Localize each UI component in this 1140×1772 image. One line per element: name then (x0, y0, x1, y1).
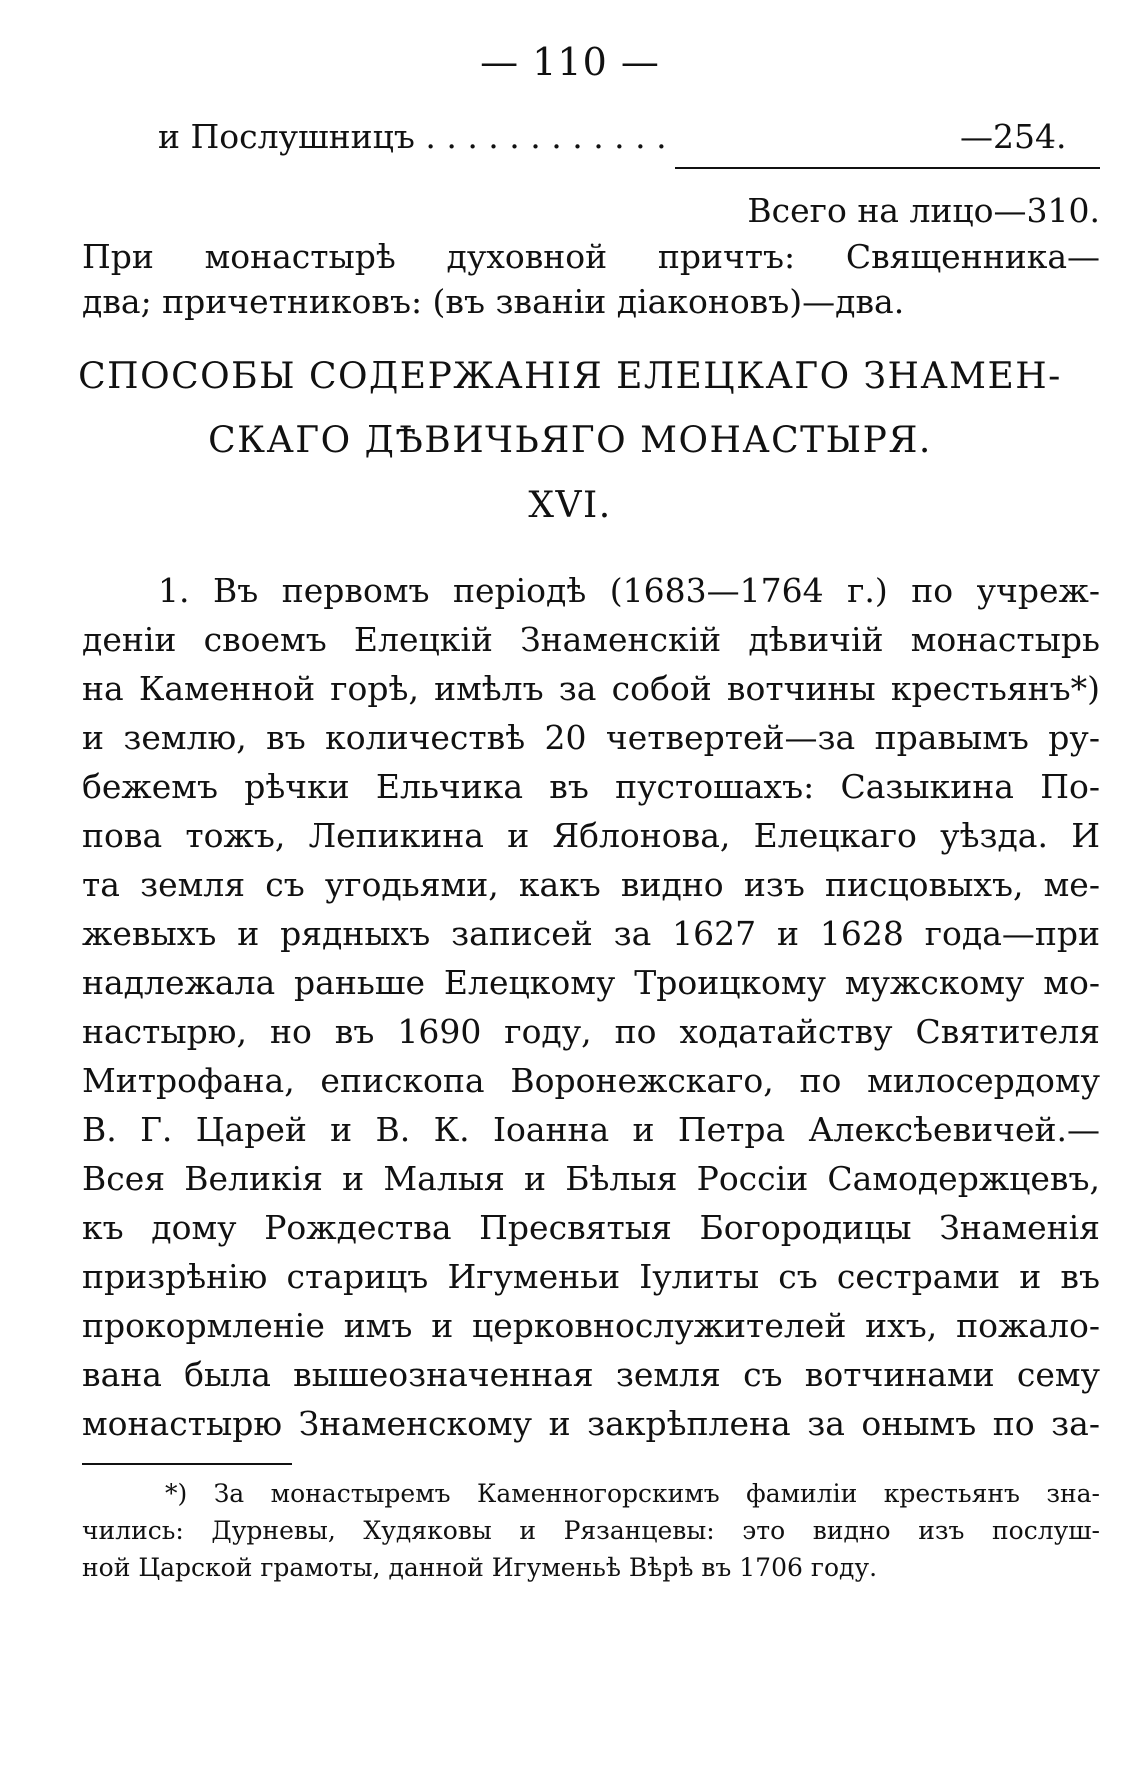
body-line: пова тожъ, Лепикина и Яблонова, Елецкаго уѣзда. И (82, 816, 1100, 855)
clergy-line: При монастырѣ духовной причтъ: Священника— (82, 237, 1100, 276)
footnote-line: *) За монастыремъ Каменногорскимъ фамиліи крестьянъ зна- (165, 1479, 1100, 1508)
body-line: настырю, но въ 1690 году, по ходатайству Святителя (82, 1012, 1100, 1051)
section-number: XVI. (528, 485, 612, 526)
body-line: Всея Великія и Малыя и Бѣлыя Россіи Самодержцевъ, (82, 1159, 1100, 1198)
body-line: В. Г. Царей и В. К. Іоанна и Петра Алексѣевичей.— (82, 1110, 1100, 1149)
body-line: деніи своемъ Елецкій Знаменскій дѣвичій монастырь (82, 620, 1100, 659)
body-line: прокормленіе имъ и церковнослужителей ихъ, пожало- (82, 1306, 1100, 1345)
page-number: — 110 — (480, 40, 660, 84)
total-line: Всего на лицо—310. (747, 191, 1100, 230)
body-line: надлежала раньше Елецкому Троицкому мужскому мо- (82, 963, 1100, 1002)
footnote-line: ной Царской грамоты, данной Игуменьѣ Вѣрѣ въ 1706 году. (82, 1553, 878, 1582)
body-line: 1. Въ первомъ періодѣ (1683—1764 г.) по учреж- (158, 571, 1100, 610)
footnote-line: чились: Дурневы, Худяковы и Рязанцевы: это видно изъ послуш- (82, 1516, 1100, 1545)
body-line: вана была вышеозначенная земля съ вотчинами сему (82, 1355, 1100, 1394)
body-line: на Каменной горѣ, имѣлъ за собой вотчины крестьянъ*) (82, 669, 1100, 708)
clergy-line: два; причетниковъ: (въ званіи діаконовъ)—два. (82, 282, 905, 321)
total-rule (675, 167, 1100, 169)
body-line: призрѣнію старицъ Игуменьи Іулиты съ сестрами и въ (82, 1257, 1100, 1296)
body-line: и землю, въ количествѣ 20 четвертей—за правымъ ру- (82, 718, 1100, 757)
body-line: бежемъ рѣчки Ельчика въ пустошахъ: Сазыкина По- (82, 767, 1100, 806)
section-heading: СКАГО ДѢВИЧЬЯГО МОНАСТЫРЯ. (208, 420, 932, 461)
body-line: та земля съ угодьями, какъ видно изъ писцовыхъ, ме- (82, 865, 1100, 904)
body-line: монастырю Знаменскому и закрѣплена за онымъ по за- (82, 1404, 1100, 1443)
body-line: Митрофана, епископа Воронежскаго, по милосердому (82, 1061, 1100, 1100)
list-item-novices: и Послушницъ . . . . . . . . . . . . (158, 117, 667, 156)
body-line: къ дому Рождества Пресвятыя Богородицы Знаменія (82, 1208, 1100, 1247)
footnote-rule (82, 1463, 292, 1465)
section-heading: СПОСОБЫ СОДЕРЖАНІЯ ЕЛЕЦКАГО ЗНАМЕН- (78, 356, 1062, 397)
list-item-novices-count: —254. (960, 117, 1067, 156)
body-line: жевыхъ и рядныхъ записей за 1627 и 1628 года—при (82, 914, 1100, 953)
